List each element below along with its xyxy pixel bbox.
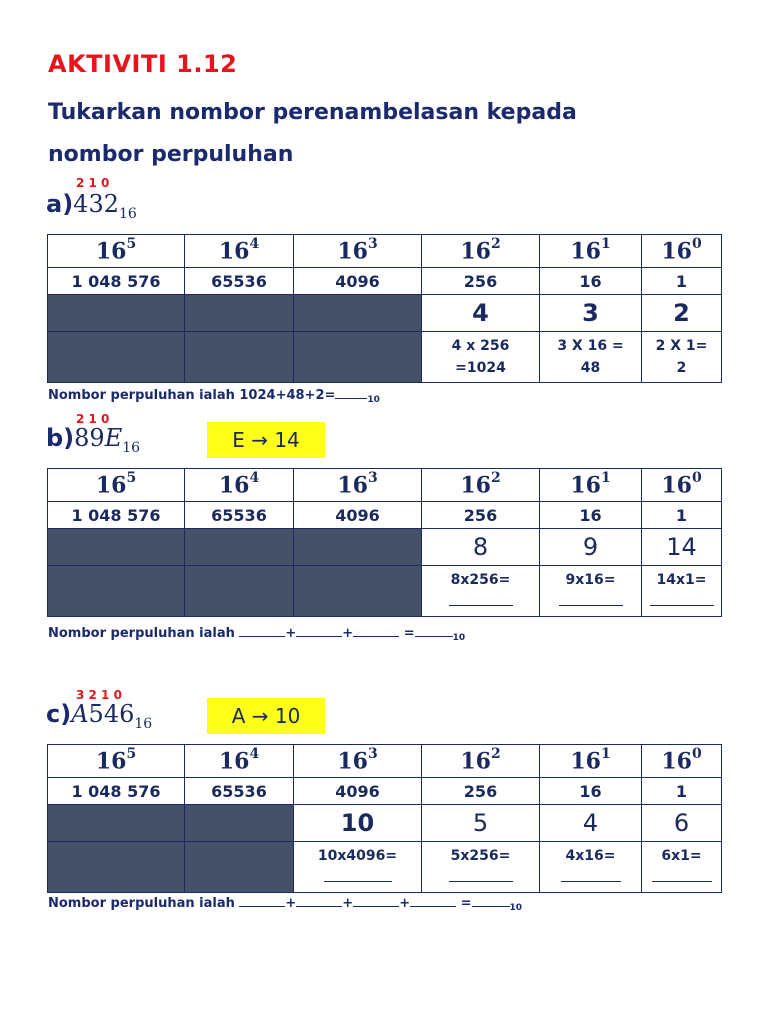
table-a-calc-row xyxy=(48,332,722,383)
question-b-letter: b) xyxy=(46,424,75,452)
calc-cell: 9x16= xyxy=(540,566,642,617)
shaded-cell xyxy=(48,842,185,893)
power-header: $16^2$ xyxy=(422,745,540,778)
power-header: $16^2$ xyxy=(422,235,540,268)
place-value: 256 xyxy=(422,778,540,805)
digit-cell: 5 xyxy=(422,805,540,842)
digit-cell: 6 xyxy=(642,805,722,842)
place-value: 16 xyxy=(540,778,642,805)
place-value: 16 xyxy=(540,502,642,529)
answer-blank[interactable] xyxy=(449,867,513,882)
calc-cell: 4x16= xyxy=(540,842,642,893)
shaded-cell xyxy=(48,805,185,842)
answer-blank[interactable] xyxy=(559,591,623,606)
place-value: 65536 xyxy=(185,502,294,529)
calc-cell: 5x256= xyxy=(422,842,540,893)
calc-cell: 10x4096= xyxy=(294,842,422,893)
power-header: $16^5$ xyxy=(48,745,185,778)
power-header: $16^0$ xyxy=(642,469,722,502)
power-header: $16^0$ xyxy=(642,235,722,268)
shaded-cell xyxy=(185,842,294,893)
place-value: 1 048 576 xyxy=(48,502,185,529)
question-a-base: 16 xyxy=(118,205,137,222)
table-c-calc-row xyxy=(48,842,722,893)
calc-cell: 3 X 16 = 48 xyxy=(540,332,642,383)
shaded-cell xyxy=(294,332,422,383)
power-header: $16^1$ xyxy=(540,235,642,268)
power-header: $16^5$ xyxy=(48,469,185,502)
position-markers-c: 3 2 1 0 xyxy=(76,688,122,702)
answer-blank[interactable] xyxy=(324,867,392,882)
answer-blank[interactable] xyxy=(650,591,714,606)
answer-blank[interactable] xyxy=(410,896,456,907)
table-b xyxy=(47,468,722,617)
place-value: 1 xyxy=(642,502,722,529)
answer-blank[interactable] xyxy=(472,896,510,907)
shaded-cell xyxy=(48,529,185,566)
answer-blank[interactable] xyxy=(335,388,367,399)
table-b-calc-row xyxy=(48,566,722,617)
power-header: $16^4$ xyxy=(185,745,294,778)
place-value: 65536 xyxy=(185,778,294,805)
answer-blank[interactable] xyxy=(296,626,342,637)
shaded-cell xyxy=(294,529,422,566)
table-b-digit-row xyxy=(48,529,722,566)
digit-cell: 14 xyxy=(642,529,722,566)
question-b-label: $b)89E_{16}$ xyxy=(46,424,141,456)
shaded-cell xyxy=(185,332,294,383)
digit-cell: 4 xyxy=(540,805,642,842)
shaded-cell xyxy=(294,295,422,332)
calc-cell: 14x1= xyxy=(642,566,722,617)
place-value: 1 xyxy=(642,268,722,295)
answer-blank[interactable] xyxy=(239,896,285,907)
instruction-line-2: nombor perpuluhan xyxy=(48,142,294,167)
answer-blank[interactable] xyxy=(239,626,285,637)
digit-cell: 10 xyxy=(294,805,422,842)
answer-blank[interactable] xyxy=(353,896,399,907)
answer-blank[interactable] xyxy=(652,867,712,882)
question-a-letter: a) xyxy=(46,190,74,218)
power-header: $16^4$ xyxy=(185,235,294,268)
power-header: $16^3$ xyxy=(294,745,422,778)
question-c-letter: c) xyxy=(46,700,72,728)
answer-blank[interactable] xyxy=(296,896,342,907)
digit-cell: 9 xyxy=(540,529,642,566)
answer-blank[interactable] xyxy=(415,626,453,637)
power-header: $16^2$ xyxy=(422,469,540,502)
place-value: 4096 xyxy=(294,502,422,529)
table-a-digit-row xyxy=(48,295,722,332)
power-header: $16^3$ xyxy=(294,469,422,502)
digit-cell: 3 xyxy=(540,295,642,332)
power-header: $16^0$ xyxy=(642,745,722,778)
shaded-cell xyxy=(185,566,294,617)
place-value: 1 048 576 xyxy=(48,268,185,295)
table-b-header-row xyxy=(48,469,722,502)
table-c xyxy=(47,744,722,893)
hint-highlight-b: E → 14 xyxy=(207,422,325,458)
digit-cell: 2 xyxy=(642,295,722,332)
question-a-number: 432 xyxy=(73,190,119,218)
power-header: $16^4$ xyxy=(185,469,294,502)
answer-line-c: Nombor perpuluhan ialah + + + = $_{10}$ xyxy=(48,896,523,913)
power-header: $16^3$ xyxy=(294,235,422,268)
shaded-cell xyxy=(185,805,294,842)
answer-line-b: Nombor perpuluhan ialah + + = $_{10}$ xyxy=(48,626,466,643)
table-a xyxy=(47,234,722,383)
table-b-place-value-row xyxy=(48,502,722,529)
place-value: 65536 xyxy=(185,268,294,295)
shaded-cell xyxy=(48,332,185,383)
place-value: 256 xyxy=(422,502,540,529)
table-c-place-value-row xyxy=(48,778,722,805)
calc-cell: 2 X 1= 2 xyxy=(642,332,722,383)
digit-cell: 8 xyxy=(422,529,540,566)
table-a-header-row xyxy=(48,235,722,268)
answer-blank[interactable] xyxy=(449,591,513,606)
question-a-label xyxy=(46,190,137,222)
place-value: 4096 xyxy=(294,778,422,805)
power-header: $16^1$ xyxy=(540,469,642,502)
digit-cell: 4 xyxy=(422,295,540,332)
calc-cell: 8x256= xyxy=(422,566,540,617)
table-c-header-row xyxy=(48,745,722,778)
shaded-cell xyxy=(48,295,185,332)
question-c-label: $c)A546_{16}$ xyxy=(46,700,153,732)
table-c-digit-row xyxy=(48,805,722,842)
calc-cell: 6x1= xyxy=(642,842,722,893)
power-header: $16^1$ xyxy=(540,745,642,778)
place-value: 4096 xyxy=(294,268,422,295)
hint-highlight-c: A → 10 xyxy=(207,698,325,734)
place-value: 16 xyxy=(540,268,642,295)
shaded-cell xyxy=(294,566,422,617)
shaded-cell xyxy=(185,295,294,332)
place-value: 1 048 576 xyxy=(48,778,185,805)
table-a-place-value-row xyxy=(48,268,722,295)
calc-cell: 4 x 256 =1024 xyxy=(422,332,540,383)
shaded-cell xyxy=(48,566,185,617)
answer-line-a: Nombor perpuluhan ialah 1024+48+2= $_{10}$ xyxy=(48,388,380,405)
position-markers-b: 2 1 0 xyxy=(76,412,110,426)
answer-blank[interactable] xyxy=(561,867,621,882)
instruction-line-1: Tukarkan nombor perenambelasan kepada xyxy=(48,100,577,125)
activity-title: AKTIVITI 1.12 xyxy=(48,50,238,78)
shaded-cell xyxy=(185,529,294,566)
position-markers-a: 2 1 0 xyxy=(76,176,110,190)
place-value: 1 xyxy=(642,778,722,805)
place-value: 256 xyxy=(422,268,540,295)
power-header: $16^5$ xyxy=(48,235,185,268)
answer-blank[interactable] xyxy=(353,626,399,637)
